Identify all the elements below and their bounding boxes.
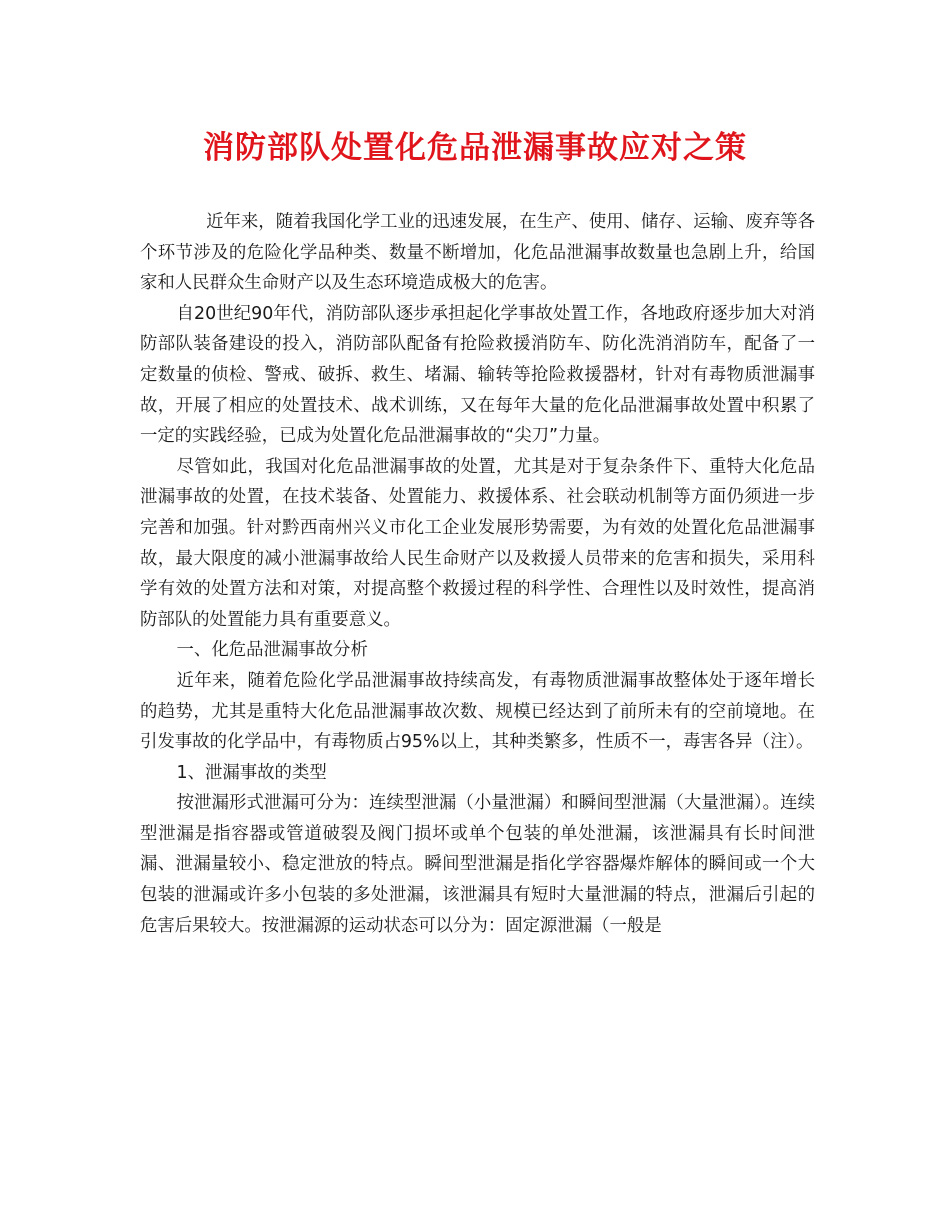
section-heading-analysis: 一、化危品泄漏事故分析 <box>176 640 368 661</box>
document-title: 消防部队处置化危品泄漏事故应对之策 <box>203 130 747 166</box>
paragraph-intro: 近年来，随着我国化学工业的迅速发展，在生产、使用、储存、运输、废弃等各个环节涉及的危险化学品种类、数量不断增加，化危品泄漏事故数量也急剧上升，给国家和人民群众生命财产以及生态环境造成极大的危害。 <box>140 212 815 294</box>
paragraph-analysis: 近年来，随着危险化学品泄漏事故持续高发，有毒物质泄漏事故整体处于逐年增长的趋势，尤其是重特大化危品泄漏事故次数、规模已经达到了前所未有的空前境地。在引发事故的化学品中，有毒物质占95%以上，其种类繁多，性质不一，毒害各异（注）。 <box>140 670 815 753</box>
document-body <box>140 207 815 941</box>
subsection-heading-leak-types: 1、泄漏事故的类型 <box>176 762 327 783</box>
paragraph-leak-types: 按泄漏形式泄漏可分为：连续型泄漏（小量泄漏）和瞬间型泄漏（大量泄漏）。连续型泄漏是指容器或管道破裂及阀门损坏或单个包装的单处泄漏，该泄漏具有长时间泄漏、泄漏量较小、稳定泄放的特点。瞬间型泄漏是指化学容器爆炸解体的瞬间或一个大包装的泄漏或许多小包装的多处泄漏，该泄漏具有短时大量泄漏的特点，泄漏后引起的危害后果较大。按泄漏源的运动状态可以分为：固定源泄漏（一般是 <box>140 793 815 936</box>
paragraph-fire-brigade-role: 自20世纪90年代，消防部队逐步承担起化学事故处置工作，各地政府逐步加大对消防部队装备建设的投入，消防部队配备有抢险救援消防车、防化洗消消防车，配备了一定数量的侦检、警戒、破拆、救生、堵漏、输转等抢险救援器材，针对有毒物质泄漏事故，开展了相应的处置技术、战术训练，又在每年大量的危化品泄漏事故处置中积累了一定的实践经验，已成为处置化危品泄漏事故的“尖刀”力量。 <box>140 303 815 447</box>
paragraph-improvement-need: 尽管如此，我国对化危品泄漏事故的处置，尤其是对于复杂条件下、重特大化危品泄漏事故的处置，在技术装备、处置能力、救援体系、社会联动机制等方面仍须进一步完善和加强。针对黔西南州兴义市化工企业发展形势需要，为有效的处置化危品泄漏事故，最大限度的减小泄漏事故给人民生命财产以及救援人员带来的危害和损失，采用科学有效的处置方法和对策，对提高整个救援过程的科学性、合理性以及时效性，提高消防部队的处置能力具有重要意义。 <box>140 456 815 630</box>
